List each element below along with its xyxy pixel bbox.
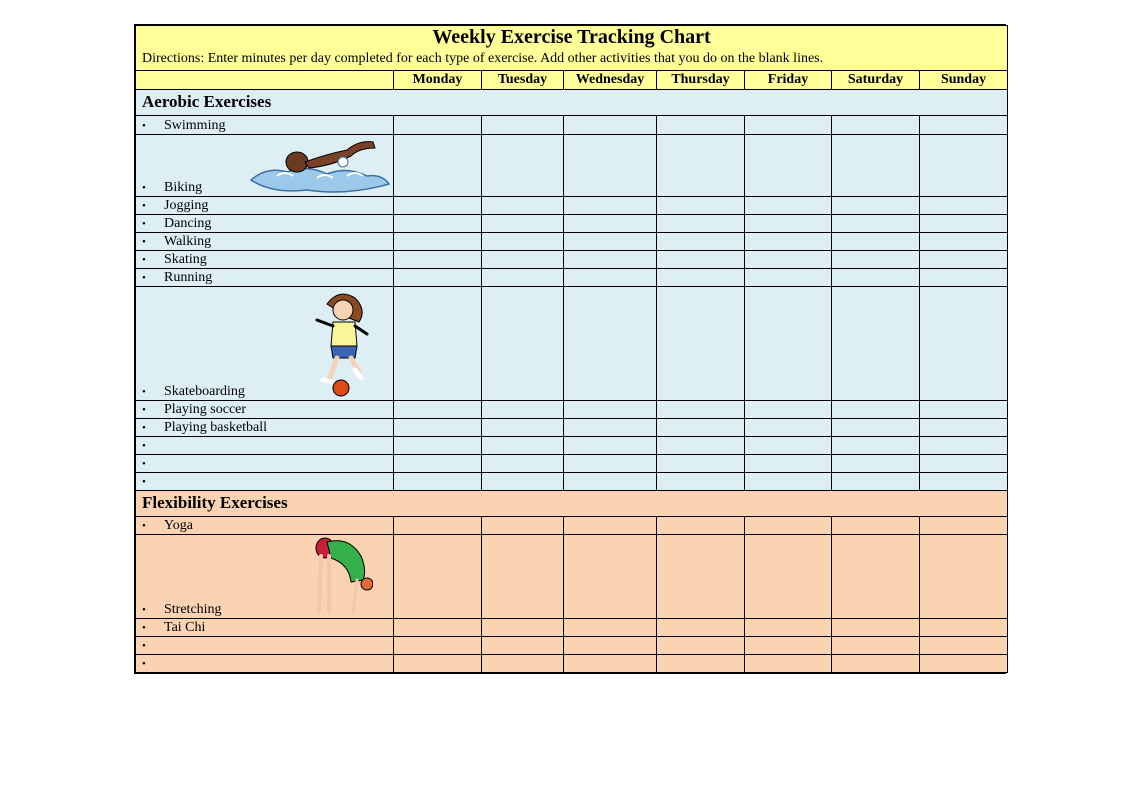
minutes-cell-sunday[interactable] bbox=[920, 400, 1008, 418]
minutes-cell-friday[interactable] bbox=[745, 418, 832, 436]
minutes-cell-sunday[interactable] bbox=[920, 418, 1008, 436]
minutes-cell-saturday[interactable] bbox=[832, 534, 920, 618]
minutes-cell-thursday[interactable] bbox=[657, 636, 745, 654]
minutes-cell-friday[interactable] bbox=[745, 250, 832, 268]
activity-row bbox=[136, 516, 1008, 534]
minutes-cell-saturday[interactable] bbox=[832, 436, 920, 454]
minutes-cell-monday[interactable] bbox=[394, 436, 482, 454]
minutes-cell-thursday[interactable] bbox=[657, 436, 745, 454]
minutes-cell-saturday[interactable] bbox=[832, 618, 920, 636]
minutes-cell-tuesday[interactable] bbox=[482, 134, 564, 196]
activity-label-cell[interactable] bbox=[136, 618, 394, 636]
minutes-cell-thursday[interactable] bbox=[657, 214, 745, 232]
stretching-person-illustration bbox=[315, 536, 373, 616]
minutes-cell-monday[interactable] bbox=[394, 400, 482, 418]
bullet: • bbox=[142, 621, 146, 634]
minutes-cell-friday[interactable] bbox=[745, 516, 832, 534]
minutes-cell-wednesday[interactable] bbox=[564, 454, 657, 472]
minutes-cell-friday[interactable] bbox=[745, 534, 832, 618]
minutes-cell-monday[interactable] bbox=[394, 454, 482, 472]
minutes-cell-saturday[interactable] bbox=[832, 286, 920, 400]
bullet: • bbox=[142, 421, 146, 434]
minutes-cell-monday[interactable] bbox=[394, 516, 482, 534]
minutes-cell-friday[interactable] bbox=[745, 472, 832, 490]
activity-label-cell[interactable] bbox=[136, 654, 394, 672]
minutes-cell-saturday[interactable] bbox=[832, 232, 920, 250]
minutes-cell-sunday[interactable] bbox=[920, 115, 1008, 134]
minutes-cell-friday[interactable] bbox=[745, 268, 832, 286]
activity-name: Tai Chi bbox=[164, 619, 206, 635]
flexibility-heading: Flexibility Exercises bbox=[136, 490, 394, 516]
activity-name: Playing soccer bbox=[164, 401, 247, 417]
soccer-girl-illustration bbox=[309, 288, 373, 398]
activity-label-cell[interactable] bbox=[136, 115, 394, 134]
activity-row bbox=[136, 418, 1008, 436]
minutes-cell-thursday[interactable] bbox=[657, 472, 745, 490]
minutes-cell-tuesday[interactable] bbox=[482, 516, 564, 534]
bullet: • bbox=[142, 603, 146, 616]
minutes-cell-thursday[interactable] bbox=[657, 454, 745, 472]
bullet: • bbox=[142, 457, 146, 470]
exercise-tracking-sheet bbox=[134, 24, 1006, 674]
minutes-cell-tuesday[interactable] bbox=[482, 618, 564, 636]
chart-title: Weekly Exercise Tracking Chart bbox=[136, 26, 1008, 49]
minutes-cell-monday[interactable] bbox=[394, 214, 482, 232]
activity-row bbox=[136, 472, 1008, 490]
day-header-tuesday: Tuesday bbox=[482, 70, 564, 89]
activity-row bbox=[136, 268, 1008, 286]
minutes-cell-friday[interactable] bbox=[745, 618, 832, 636]
minutes-cell-saturday[interactable] bbox=[832, 134, 920, 196]
minutes-cell-wednesday[interactable] bbox=[564, 268, 657, 286]
activity-name: Skateboarding bbox=[164, 383, 245, 399]
minutes-cell-tuesday[interactable] bbox=[482, 654, 564, 672]
minutes-cell-sunday[interactable] bbox=[920, 286, 1008, 400]
minutes-cell-friday[interactable] bbox=[745, 636, 832, 654]
minutes-cell-wednesday[interactable] bbox=[564, 618, 657, 636]
minutes-cell-tuesday[interactable] bbox=[482, 250, 564, 268]
activity-row bbox=[136, 636, 1008, 654]
day-header-thursday: Thursday bbox=[657, 70, 745, 89]
bullet: • bbox=[142, 385, 146, 398]
minutes-cell-thursday[interactable] bbox=[657, 654, 745, 672]
minutes-cell-saturday[interactable] bbox=[832, 400, 920, 418]
minutes-cell-thursday[interactable] bbox=[657, 418, 745, 436]
bullet: • bbox=[142, 657, 146, 670]
tracking-table bbox=[135, 25, 1008, 673]
minutes-cell-wednesday[interactable] bbox=[564, 654, 657, 672]
minutes-cell-tuesday[interactable] bbox=[482, 232, 564, 250]
minutes-cell-sunday[interactable] bbox=[920, 618, 1008, 636]
minutes-cell-wednesday[interactable] bbox=[564, 134, 657, 196]
minutes-cell-sunday[interactable] bbox=[920, 534, 1008, 618]
bullet: • bbox=[142, 235, 146, 248]
minutes-cell-thursday[interactable] bbox=[657, 400, 745, 418]
minutes-cell-thursday[interactable] bbox=[657, 534, 745, 618]
minutes-cell-friday[interactable] bbox=[745, 214, 832, 232]
minutes-cell-friday[interactable] bbox=[745, 232, 832, 250]
minutes-cell-thursday[interactable] bbox=[657, 268, 745, 286]
bullet: • bbox=[142, 475, 146, 488]
activity-label-cell[interactable] bbox=[136, 534, 394, 618]
activity-row bbox=[136, 400, 1008, 418]
minutes-cell-tuesday[interactable] bbox=[482, 534, 564, 618]
minutes-cell-friday[interactable] bbox=[745, 654, 832, 672]
minutes-cell-friday[interactable] bbox=[745, 436, 832, 454]
bullet: • bbox=[142, 119, 146, 132]
activity-row bbox=[136, 232, 1008, 250]
minutes-cell-monday[interactable] bbox=[394, 472, 482, 490]
minutes-cell-sunday[interactable] bbox=[920, 232, 1008, 250]
activity-row bbox=[136, 654, 1008, 672]
minutes-cell-saturday[interactable] bbox=[832, 268, 920, 286]
minutes-cell-monday[interactable] bbox=[394, 636, 482, 654]
activity-row bbox=[136, 436, 1008, 454]
minutes-cell-monday[interactable] bbox=[394, 286, 482, 400]
minutes-cell-monday[interactable] bbox=[394, 232, 482, 250]
activity-label-cell[interactable] bbox=[136, 636, 394, 654]
activity-label-cell[interactable] bbox=[136, 400, 394, 418]
minutes-cell-wednesday[interactable] bbox=[564, 534, 657, 618]
swimmer-illustration bbox=[247, 136, 391, 194]
minutes-cell-friday[interactable] bbox=[745, 454, 832, 472]
activity-name: Dancing bbox=[164, 215, 212, 231]
day-header-wednesday: Wednesday bbox=[564, 70, 657, 89]
activity-name: Yoga bbox=[164, 517, 193, 533]
activity-row bbox=[136, 134, 1008, 196]
minutes-cell-sunday[interactable] bbox=[920, 214, 1008, 232]
activity-name: Walking bbox=[164, 233, 212, 249]
minutes-cell-friday[interactable] bbox=[745, 400, 832, 418]
activity-label-cell[interactable] bbox=[136, 472, 394, 490]
day-header-sunday: Sunday bbox=[920, 70, 1008, 89]
minutes-cell-saturday[interactable] bbox=[832, 636, 920, 654]
bullet: • bbox=[142, 199, 146, 212]
activity-name: Skating bbox=[164, 251, 207, 267]
activity-row bbox=[136, 534, 1008, 618]
activity-label-cell[interactable] bbox=[136, 436, 394, 454]
minutes-cell-monday[interactable] bbox=[394, 268, 482, 286]
day-header-row bbox=[136, 70, 1008, 89]
minutes-cell-thursday[interactable] bbox=[657, 115, 745, 134]
day-header-friday: Friday bbox=[745, 70, 832, 89]
minutes-cell-monday[interactable] bbox=[394, 534, 482, 618]
minutes-cell-thursday[interactable] bbox=[657, 196, 745, 214]
day-header-monday: Monday bbox=[394, 70, 482, 89]
minutes-cell-saturday[interactable] bbox=[832, 454, 920, 472]
activity-name: Swimming bbox=[164, 117, 226, 133]
minutes-cell-friday[interactable] bbox=[745, 134, 832, 196]
minutes-cell-sunday[interactable] bbox=[920, 250, 1008, 268]
activity-label-cell[interactable] bbox=[136, 232, 394, 250]
activity-label-cell[interactable] bbox=[136, 134, 394, 196]
minutes-cell-saturday[interactable] bbox=[832, 250, 920, 268]
minutes-cell-saturday[interactable] bbox=[832, 418, 920, 436]
minutes-cell-thursday[interactable] bbox=[657, 286, 745, 400]
minutes-cell-friday[interactable] bbox=[745, 115, 832, 134]
bullet: • bbox=[142, 271, 146, 284]
minutes-cell-tuesday[interactable] bbox=[482, 454, 564, 472]
minutes-cell-wednesday[interactable] bbox=[564, 418, 657, 436]
activity-row bbox=[136, 250, 1008, 268]
directions-text: Directions: Enter minutes per day completed for each type of exercise. Add other activities that you do on the blank lines. bbox=[136, 48, 1008, 70]
minutes-cell-tuesday[interactable] bbox=[482, 196, 564, 214]
minutes-cell-sunday[interactable] bbox=[920, 134, 1008, 196]
minutes-cell-tuesday[interactable] bbox=[482, 418, 564, 436]
activity-label-cell[interactable] bbox=[136, 214, 394, 232]
minutes-cell-saturday[interactable] bbox=[832, 115, 920, 134]
minutes-cell-sunday[interactable] bbox=[920, 636, 1008, 654]
aerobic-heading: Aerobic Exercises bbox=[136, 89, 394, 115]
minutes-cell-saturday[interactable] bbox=[832, 214, 920, 232]
bullet: • bbox=[142, 639, 146, 652]
minutes-cell-wednesday[interactable] bbox=[564, 636, 657, 654]
minutes-cell-wednesday[interactable] bbox=[564, 250, 657, 268]
bullet: • bbox=[142, 439, 146, 452]
minutes-cell-monday[interactable] bbox=[394, 418, 482, 436]
minutes-cell-wednesday[interactable] bbox=[564, 214, 657, 232]
minutes-cell-sunday[interactable] bbox=[920, 196, 1008, 214]
minutes-cell-saturday[interactable] bbox=[832, 472, 920, 490]
minutes-cell-tuesday[interactable] bbox=[482, 214, 564, 232]
aerobic-section-header bbox=[136, 89, 1008, 115]
minutes-cell-wednesday[interactable] bbox=[564, 516, 657, 534]
minutes-cell-tuesday[interactable] bbox=[482, 268, 564, 286]
minutes-cell-tuesday[interactable] bbox=[482, 436, 564, 454]
minutes-cell-friday[interactable] bbox=[745, 196, 832, 214]
minutes-cell-monday[interactable] bbox=[394, 196, 482, 214]
minutes-cell-sunday[interactable] bbox=[920, 472, 1008, 490]
activity-label-cell[interactable] bbox=[136, 286, 394, 400]
activity-row bbox=[136, 214, 1008, 232]
minutes-cell-saturday[interactable] bbox=[832, 654, 920, 672]
minutes-cell-monday[interactable] bbox=[394, 134, 482, 196]
activity-name: Biking bbox=[164, 179, 203, 195]
activity-label-cell[interactable] bbox=[136, 418, 394, 436]
activity-row bbox=[136, 454, 1008, 472]
activity-row bbox=[136, 286, 1008, 400]
minutes-cell-wednesday[interactable] bbox=[564, 286, 657, 400]
minutes-cell-thursday[interactable] bbox=[657, 134, 745, 196]
minutes-cell-tuesday[interactable] bbox=[482, 636, 564, 654]
minutes-cell-sunday[interactable] bbox=[920, 268, 1008, 286]
minutes-cell-wednesday[interactable] bbox=[564, 232, 657, 250]
minutes-cell-tuesday[interactable] bbox=[482, 286, 564, 400]
bullet: • bbox=[142, 403, 146, 416]
activity-name: Running bbox=[164, 269, 213, 285]
minutes-cell-thursday[interactable] bbox=[657, 232, 745, 250]
minutes-cell-thursday[interactable] bbox=[657, 618, 745, 636]
activity-label-cell[interactable] bbox=[136, 268, 394, 286]
minutes-cell-monday[interactable] bbox=[394, 618, 482, 636]
minutes-cell-sunday[interactable] bbox=[920, 454, 1008, 472]
bullet: • bbox=[142, 217, 146, 230]
activity-row bbox=[136, 115, 1008, 134]
activity-header-cell bbox=[136, 70, 394, 89]
day-header-saturday: Saturday bbox=[832, 70, 920, 89]
activity-row bbox=[136, 196, 1008, 214]
bullet: • bbox=[142, 519, 146, 532]
minutes-cell-sunday[interactable] bbox=[920, 654, 1008, 672]
minutes-cell-tuesday[interactable] bbox=[482, 115, 564, 134]
bullet: • bbox=[142, 253, 146, 266]
minutes-cell-sunday[interactable] bbox=[920, 516, 1008, 534]
minutes-cell-wednesday[interactable] bbox=[564, 115, 657, 134]
activity-name: Jogging bbox=[164, 197, 209, 213]
minutes-cell-wednesday[interactable] bbox=[564, 196, 657, 214]
activity-label-cell[interactable] bbox=[136, 250, 394, 268]
minutes-cell-friday[interactable] bbox=[745, 286, 832, 400]
activity-row bbox=[136, 618, 1008, 636]
activity-label-cell[interactable] bbox=[136, 196, 394, 214]
activity-name: Stretching bbox=[164, 601, 222, 617]
flexibility-section-header bbox=[136, 490, 1008, 516]
minutes-cell-thursday[interactable] bbox=[657, 516, 745, 534]
minutes-cell-wednesday[interactable] bbox=[564, 472, 657, 490]
minutes-cell-wednesday[interactable] bbox=[564, 400, 657, 418]
minutes-cell-thursday[interactable] bbox=[657, 250, 745, 268]
bullet: • bbox=[142, 181, 146, 194]
activity-name: Playing basketball bbox=[164, 419, 268, 435]
activity-label-cell[interactable] bbox=[136, 516, 394, 534]
activity-label-cell[interactable] bbox=[136, 454, 394, 472]
minutes-cell-sunday[interactable] bbox=[920, 436, 1008, 454]
minutes-cell-monday[interactable] bbox=[394, 250, 482, 268]
minutes-cell-monday[interactable] bbox=[394, 654, 482, 672]
minutes-cell-saturday[interactable] bbox=[832, 196, 920, 214]
minutes-cell-tuesday[interactable] bbox=[482, 400, 564, 418]
minutes-cell-tuesday[interactable] bbox=[482, 472, 564, 490]
minutes-cell-monday[interactable] bbox=[394, 115, 482, 134]
minutes-cell-wednesday[interactable] bbox=[564, 436, 657, 454]
minutes-cell-saturday[interactable] bbox=[832, 516, 920, 534]
